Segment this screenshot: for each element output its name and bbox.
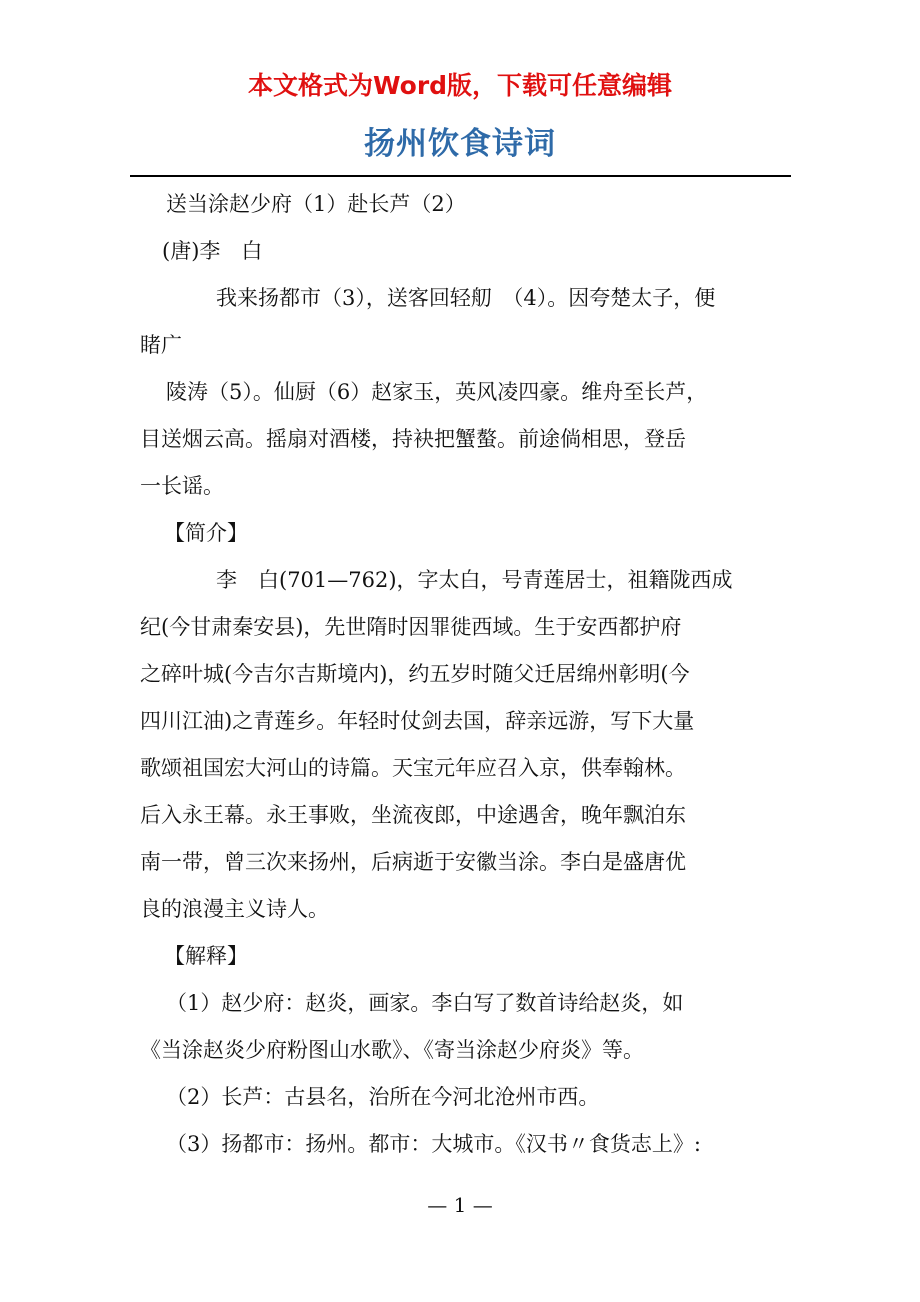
intro-line: 歌颂祖国宏大河山的诗篇。天宝元年应召入京，供奉翰林。: [140, 756, 686, 780]
title-divider: [130, 175, 791, 177]
document-title: 扬州饮食诗词: [364, 126, 556, 162]
poem-line: 一长谣。: [140, 474, 224, 498]
document-body: [140, 181, 800, 1168]
intro-line: 四川江油)之青莲乡。年轻时仗剑去国，辞亲远游，写下大量: [140, 709, 695, 733]
notes-heading: 【解释】: [164, 944, 248, 968]
intro-line: 良的浪漫主义诗人。: [140, 897, 329, 921]
poem-line: 睹广: [140, 333, 182, 357]
intro-line: 纪(今甘肃秦安县)，先世隋时因罪徙西域。生于安西都护府: [140, 615, 682, 639]
intro-line: 之碎叶城(今吉尔吉斯境内)，约五岁时随父迁居绵州彰明(今: [140, 662, 690, 686]
note-line: （3）扬都市：扬州。都市：大城市。《汉书〃食货志上》:: [166, 1132, 701, 1156]
note-line: （2）长芦：古县名，治所在今河北沧州市西。: [166, 1085, 600, 1109]
note-line: （1）赵少府：赵炎，画家。李白写了数首诗给赵炎，如: [166, 991, 684, 1015]
poem-line: 我来扬都市（3），送客回轻舠 （4）。因夸楚太子，便: [216, 286, 716, 310]
intro-line: 后入永王幕。永王事败，坐流夜郎，中途遇舍，晚年飘泊东: [140, 803, 686, 827]
poem-title: 送当涂赵少府（1）赴长芦（2）: [166, 192, 466, 216]
note-line: 《当涂赵炎少府粉图山水歌》、《寄当涂赵少府炎》等。: [140, 1038, 644, 1062]
format-notice-banner: 本文格式为Word版，下载可任意编辑: [247, 71, 673, 100]
page-number: — 1 —: [427, 1193, 493, 1217]
poem-line: 目送烟云高。摇扇对酒楼，持袂把蟹螯。前途倘相思，登岳: [140, 427, 686, 451]
poem-line: 陵涛（5）。仙厨（6）赵家玉，英风凌四豪。维舟至长芦，: [166, 380, 708, 404]
intro-heading: 【简介】: [164, 521, 248, 545]
intro-line: 南一带，曾三次来扬州，后病逝于安徽当涂。李白是盛唐优: [140, 850, 686, 874]
poem-author: (唐)李 白: [162, 239, 263, 263]
intro-line: 李 白(701—762)，字太白，号青莲居士，祖籍陇西成: [216, 568, 733, 592]
